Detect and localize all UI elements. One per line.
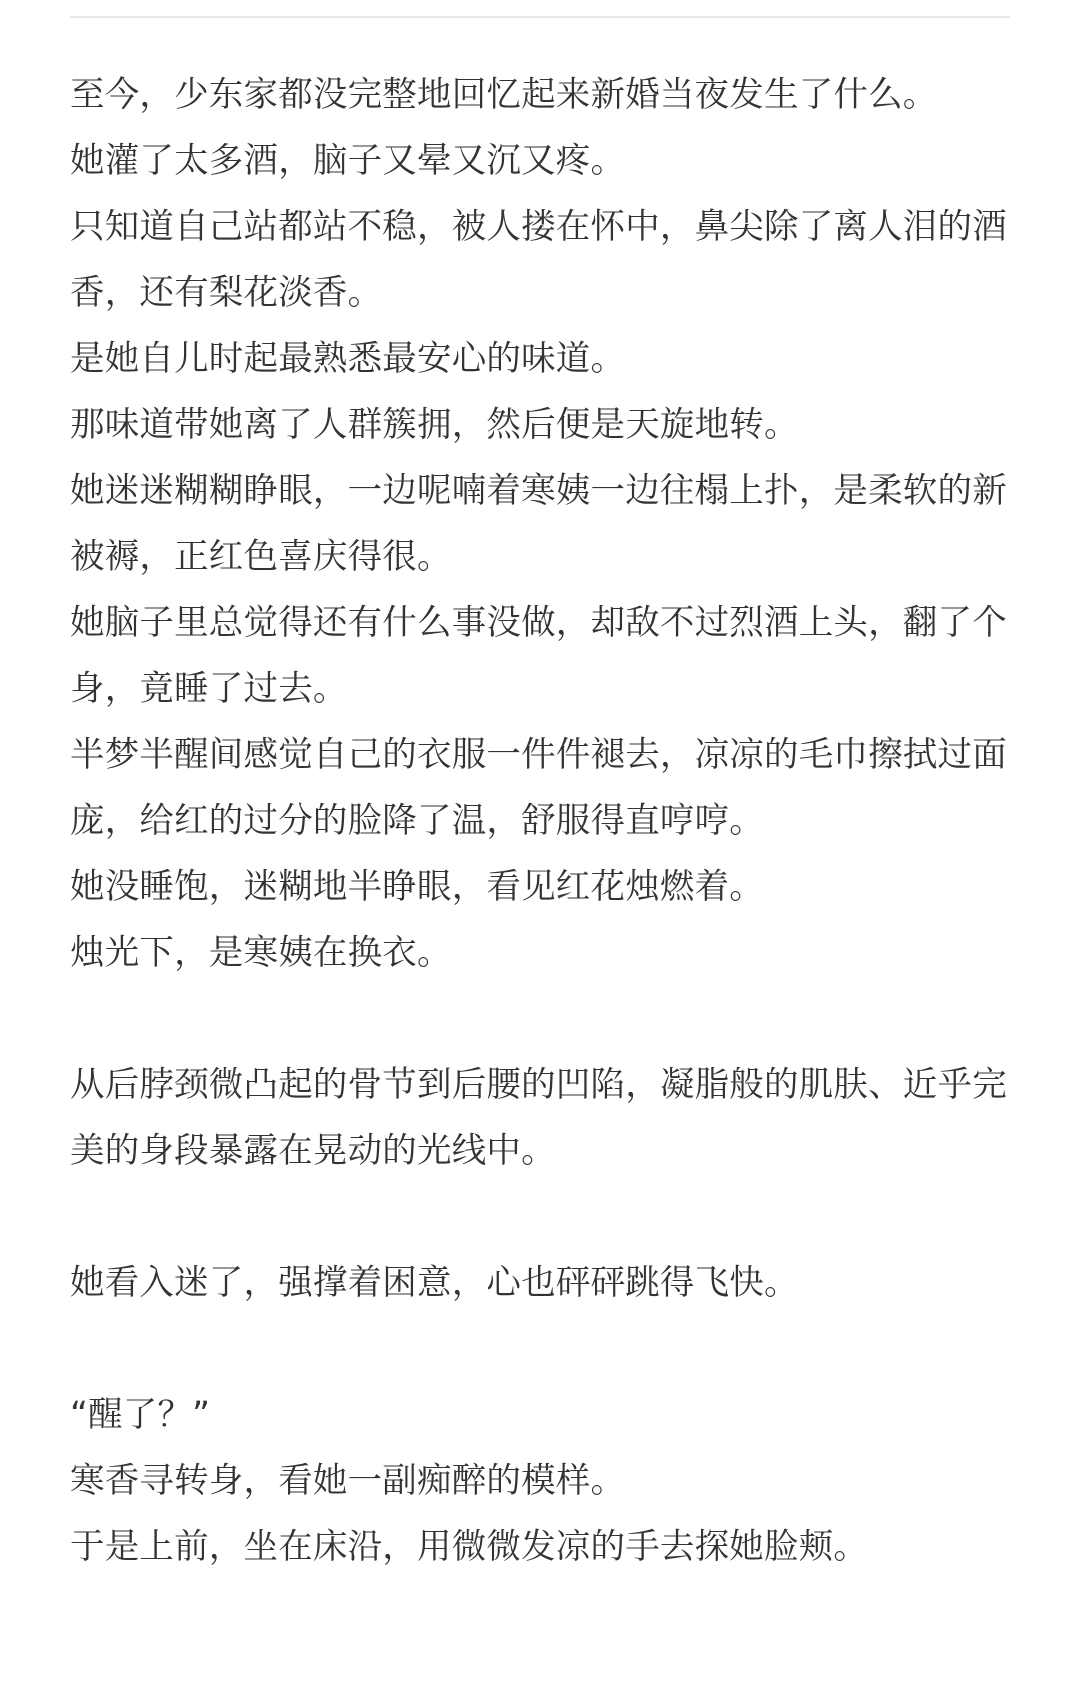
- paragraph: 她迷迷糊糊睁眼，一边呢喃着寒姨一边往榻上扑，是柔软的新被褥，正红色喜庆得很。: [70, 471, 1007, 577]
- paragraph-spacer: [70, 1184, 1010, 1250]
- top-divider: [70, 16, 1010, 18]
- paragraph: 她看入迷了，强撑着困意，心也砰砰跳得飞快。: [70, 1263, 799, 1303]
- paragraph: 半梦半醒间感觉自己的衣服一件件褪去，凉凉的毛巾擦拭过面庞，给红的过分的脸降了温，舒服得直哼哼。: [70, 735, 1007, 841]
- paragraph: 至今，少东家都没完整地回忆起来新婚当夜发生了什么。: [70, 75, 938, 115]
- paragraph: 烛光下，是寒姨在换衣。: [70, 933, 452, 973]
- paragraph: 是她自儿时起最熟悉最安心的味道。: [70, 339, 626, 379]
- paragraph: 她灌了太多酒，脑子又晕又沉又疼。: [70, 141, 626, 181]
- paragraph: 寒香寻转身，看她一副痴醉的模样。: [70, 1461, 626, 1501]
- paragraph: 她没睡饱，迷糊地半睁眼，看见红花烛燃着。: [70, 867, 764, 907]
- paragraph: “醒了？”: [70, 1395, 211, 1435]
- paragraph: 只知道自己站都站不稳，被人搂在怀中，鼻尖除了离人泪的酒香，还有梨花淡香。: [70, 207, 1007, 313]
- paragraph-spacer: [70, 986, 1010, 1052]
- paragraph: 于是上前，坐在床沿，用微微发凉的手去探她脸颊。: [70, 1527, 869, 1567]
- paragraph: 她脑子里总觉得还有什么事没做，却敌不过烈酒上头，翻了个身，竟睡了过去。: [70, 603, 1007, 709]
- paragraph-spacer: [70, 1316, 1010, 1382]
- article-body: [70, 62, 1010, 1580]
- paragraph: 那味道带她离了人群簇拥，然后便是天旋地转。: [70, 405, 799, 445]
- paragraph: 从后脖颈微凸起的骨节到后腰的凹陷，凝脂般的肌肤、近乎完美的身段暴露在晃动的光线中。: [70, 1065, 1007, 1171]
